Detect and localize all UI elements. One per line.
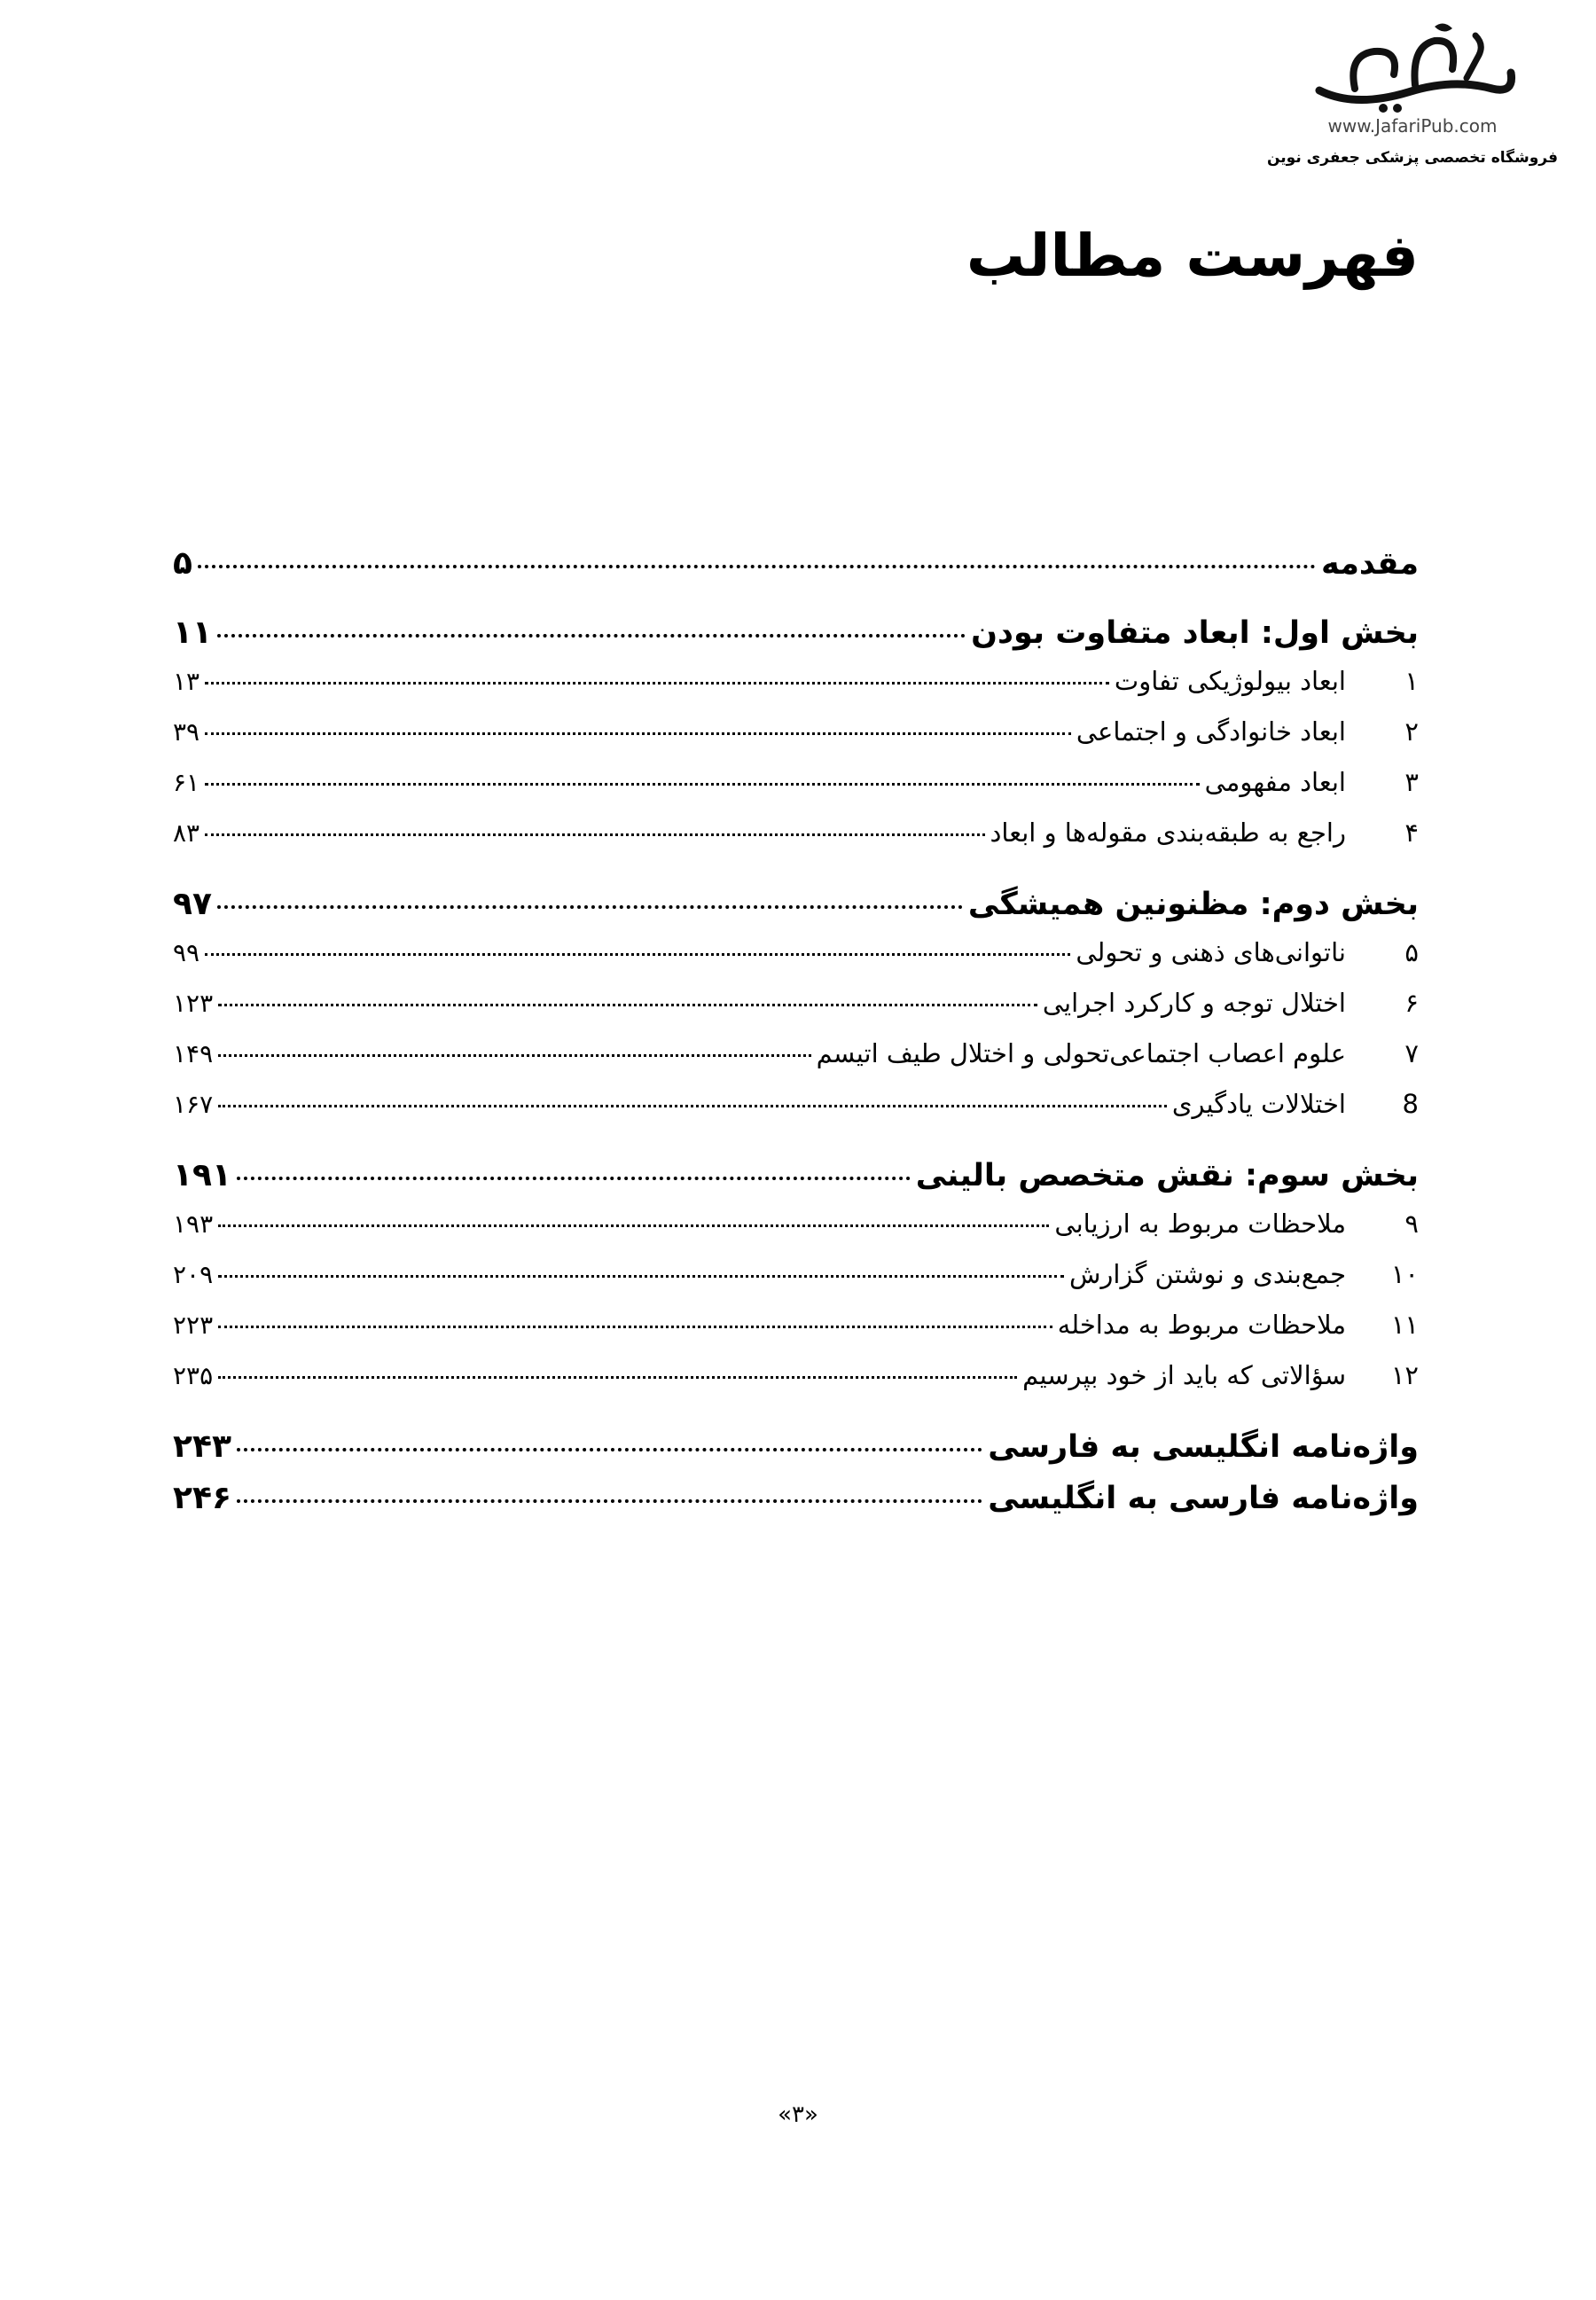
chapter-title: ابعاد مفهومی <box>1204 767 1346 797</box>
toc-chapter-11[interactable] <box>173 1310 1419 1360</box>
chapter-title: سؤالاتی که باید از خود بپرسیم <box>1022 1360 1346 1390</box>
chapter-number: ۱۰ <box>1390 1259 1419 1289</box>
chapter-title: اختلالات یادگیری <box>1171 1089 1346 1119</box>
chapter-page: ۳۹ <box>173 717 200 747</box>
dot-leader <box>218 1054 810 1057</box>
dot-leader <box>218 1275 1064 1278</box>
chapter-page: ۱۶۷ <box>173 1090 214 1119</box>
toc-part-page: ۹۷ <box>173 886 212 922</box>
page-title: فهرست مطالب <box>966 222 1419 290</box>
toc-chapter-7[interactable] <box>173 1038 1419 1089</box>
chapter-page: ۲۰۹ <box>173 1260 214 1289</box>
toc-part-page: ۱۹۱ <box>173 1157 231 1193</box>
publisher-logo <box>1266 20 1559 179</box>
chapter-number: 8 <box>1402 1089 1419 1119</box>
dot-leader <box>205 833 984 836</box>
dot-leader <box>218 1326 1052 1328</box>
dot-leader <box>217 634 966 638</box>
toc-part-3[interactable] <box>173 1157 1419 1209</box>
chapter-title: ابعاد خانوادگی و اجتماعی <box>1076 716 1346 747</box>
toc-chapter-12[interactable] <box>173 1360 1419 1411</box>
dot-leader <box>237 1177 911 1180</box>
toc-chapter-9[interactable] <box>173 1209 1419 1259</box>
toc-entry-page: ۲۴۳ <box>173 1428 231 1465</box>
toc-entry-intro[interactable] <box>173 545 1419 597</box>
chapter-page: ۸۳ <box>173 818 200 848</box>
toc-entry-label: مقدمه <box>1321 546 1419 582</box>
dot-leader <box>218 1376 1017 1379</box>
chapter-number: ۳ <box>1404 767 1419 797</box>
dot-leader <box>205 953 1070 956</box>
toc-chapter-6[interactable] <box>173 988 1419 1038</box>
chapter-page: ۱۳ <box>173 667 200 696</box>
chapter-title: ابعاد بیولوژیکی تفاوت <box>1114 666 1346 696</box>
chapter-title: اختلال توجه و کارکرد اجرایی <box>1042 988 1346 1018</box>
chapter-number: ۲ <box>1404 716 1419 747</box>
chapter-title: ناتوانی‌های ذهنی و تحولی <box>1076 937 1346 967</box>
dot-leader <box>205 682 1109 685</box>
chapter-number: ۹ <box>1404 1209 1419 1239</box>
chapter-number: ۱۱ <box>1390 1310 1419 1340</box>
toc-chapter-8[interactable] <box>173 1089 1419 1139</box>
chapter-title: جمع‌بندی و نوشتن گزارش <box>1069 1259 1346 1289</box>
chapter-number: ۵ <box>1404 937 1419 967</box>
toc-chapter-5[interactable] <box>173 937 1419 988</box>
toc-part-1[interactable] <box>173 614 1419 666</box>
toc-chapter-3[interactable] <box>173 767 1419 818</box>
dot-leader <box>218 1224 1049 1227</box>
chapter-page: ۶۱ <box>173 768 200 797</box>
dot-leader <box>217 905 963 909</box>
toc-part-label: بخش دوم: مظنونین همیشگی <box>967 887 1419 922</box>
dot-leader <box>218 1105 1167 1107</box>
chapter-page: ۱۲۳ <box>173 989 214 1018</box>
toc-chapter-4[interactable] <box>173 818 1419 868</box>
toc-part-label: بخش اول: ابعاد متفاوت بودن <box>971 615 1419 651</box>
dot-leader <box>198 565 1316 568</box>
toc-chapter-10[interactable] <box>173 1259 1419 1310</box>
dot-leader <box>218 1004 1037 1006</box>
dot-leader <box>237 1499 982 1503</box>
chapter-number: ۶ <box>1404 988 1419 1018</box>
toc-part-page: ۱۱ <box>173 614 212 651</box>
chapter-number: ۷ <box>1404 1038 1419 1068</box>
chapter-page: ۲۲۳ <box>173 1310 214 1340</box>
toc-entry-page: ۵ <box>173 545 192 582</box>
chapter-number: ۴ <box>1404 818 1419 848</box>
publisher-subtitle: فروشگاه تخصصی پزشکی جعفری نوین <box>1266 149 1559 167</box>
toc-entry-glossary-en-fa[interactable] <box>173 1428 1419 1480</box>
toc-chapter-1[interactable] <box>173 666 1419 716</box>
chapter-number: ۱۲ <box>1390 1360 1419 1390</box>
toc-entry-label: واژه‌نامه انگلیسی به فارسی <box>988 1429 1419 1465</box>
table-of-contents <box>173 545 1419 1531</box>
dot-leader <box>237 1448 982 1451</box>
chapter-number: ۱ <box>1404 666 1419 696</box>
dot-leader <box>205 783 1200 786</box>
chapter-title: راجع به طبقه‌بندی مقوله‌ها و ابعاد <box>990 818 1346 848</box>
toc-part-2[interactable] <box>173 886 1419 937</box>
chapter-page: ۱۴۹ <box>173 1039 214 1068</box>
chapter-title: ملاحظات مربوط به ارزیابی <box>1054 1209 1346 1239</box>
toc-part-label: بخش سوم: نقش متخصص بالینی <box>915 1158 1419 1193</box>
chapter-page: ۲۳۵ <box>173 1361 214 1390</box>
toc-entry-page: ۲۴۶ <box>173 1480 231 1516</box>
publisher-logo-mark <box>1302 20 1523 115</box>
chapter-title: ملاحظات مربوط به مداخله <box>1057 1310 1346 1340</box>
toc-entry-glossary-fa-en[interactable] <box>173 1480 1419 1531</box>
publisher-url: www.JafariPub.com <box>1327 115 1498 137</box>
chapter-page: ۹۹ <box>173 938 200 967</box>
page-number: «۳» <box>778 2101 818 2128</box>
chapter-title: علوم اعصاب اجتماعی‌تحولی و اختلال طیف اتیسم <box>816 1038 1346 1068</box>
chapter-page: ۱۹۳ <box>173 1209 214 1239</box>
toc-entry-label: واژه‌نامه فارسی به انگلیسی <box>988 1481 1419 1516</box>
toc-chapter-2[interactable] <box>173 716 1419 767</box>
dot-leader <box>205 732 1071 735</box>
